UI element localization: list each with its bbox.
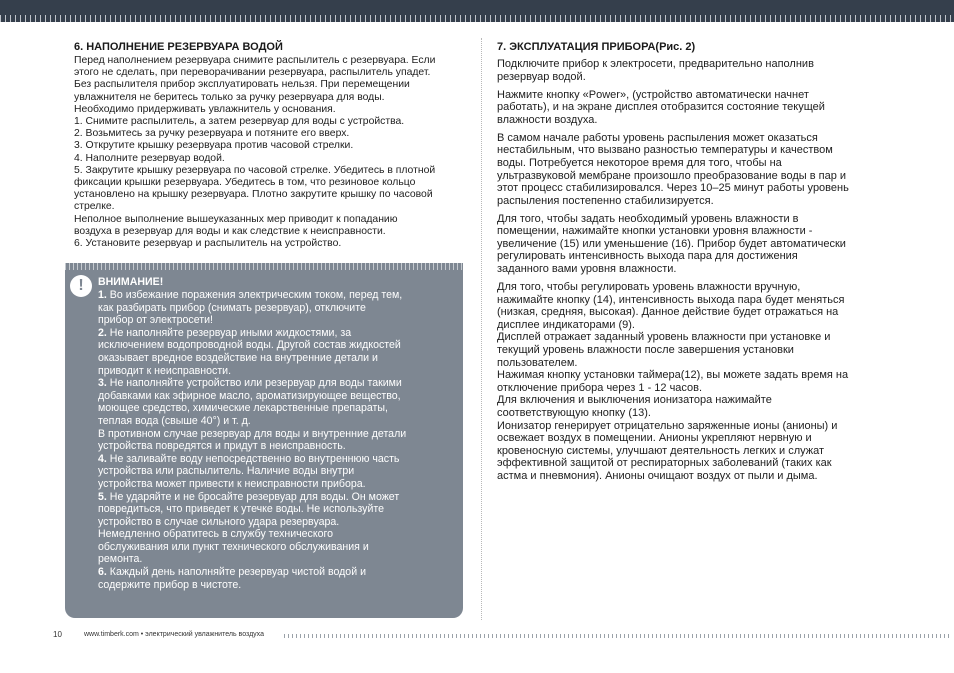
text-line: 4. Наполните резервуар водой. [74, 152, 225, 164]
text-line: резервуар водой. [497, 70, 586, 83]
paragraph [497, 213, 887, 276]
warning-line [98, 402, 458, 415]
paragraph [497, 58, 887, 83]
warning-line [98, 553, 458, 566]
warning-line [98, 579, 458, 592]
text-line: текущий уровень влажности после завершения установки [497, 344, 794, 357]
warning-line [98, 302, 458, 315]
warning-line [98, 327, 458, 340]
text-line: стрелке. [74, 201, 115, 213]
warning-line-text: В противном случае резервуар для воды и внутренние детали [98, 427, 407, 440]
header-tick-pattern [0, 15, 954, 22]
text-line: увлажнителя не беритесь только за ручку резервуара для воды. [74, 91, 385, 103]
warning-line-text: содержите прибор в чистоте. [98, 578, 242, 591]
text-line: Неполное выполнение вышеуказанных мер приводит к попаданию [74, 213, 398, 225]
text-line: Для того, чтобы задать необходимый уровень влажности в [497, 212, 799, 225]
text-line: установлено на крышку резервуара. Плотно закрутите крышку по часовой [74, 189, 433, 201]
warning-line [98, 415, 458, 428]
warning-line [98, 440, 458, 453]
footer-text: www.timberk.com • электрический увлажнитель воздуха [84, 631, 264, 638]
text-line: распыления постепенно стабилизируется. [497, 194, 714, 207]
warning-line-text: прибор от электросети! [98, 314, 213, 327]
warning-line [98, 516, 458, 529]
warning-line-text: обслуживания или пункт технического обслуживания и [98, 540, 369, 553]
text-line: работать), и на экране дисплея отобразится состояние текущей [497, 101, 825, 114]
warning-line-text: ремонта. [98, 553, 143, 566]
text-line: заданного вами уровня влажности. [497, 263, 677, 276]
section-6-body [74, 55, 466, 250]
top-header-bar [0, 0, 954, 22]
warning-item-number: 1. [98, 289, 107, 301]
warning-item-number: 3. [98, 377, 107, 390]
text-line: Для включения и выключения ионизатора нажимайте [497, 394, 772, 407]
warning-line-text: оказывает вредное воздействие на внутренние детали и [98, 351, 378, 364]
warning-item-number: 5. [98, 490, 107, 503]
text-line: этот процесс стабилизировался. Через 10–25 минут работы уровень [497, 182, 849, 195]
section-operation [497, 41, 887, 483]
text-line: 1. Снимите распылитель, а затем резервуар для воды с устройства. [74, 116, 405, 128]
warning-line-text: Не ударяйте и не бросайте резервуар для воды. Он может [106, 490, 400, 503]
text-line: ультразвуковой мембране произошло преобразование воды в пар и [497, 169, 847, 182]
warning-line [98, 365, 458, 378]
text-line: нестабильным, что вызвано разностью температуры и качеством [497, 144, 833, 157]
warning-line [98, 453, 458, 466]
warning-line [98, 478, 458, 491]
warning-line [98, 528, 458, 541]
warning-line [98, 566, 458, 579]
warning-line-text: повредиться, что приведет к утечке воды. Не используйте [98, 503, 384, 516]
text-line: Подключите прибор к электросети, предварительно наполнив [497, 58, 814, 70]
warning-item-number: 4. [98, 452, 107, 465]
text-line: освежает воздух в помещении. Анионы укрепляют нервную и [497, 432, 812, 445]
warning-item-number: 6. [98, 566, 107, 579]
text-line: воды. Потребуется некоторое время для того, чтобы на [497, 156, 782, 169]
warning-line-text: Не заливайте воду непосредственно во внутреннюю часть [106, 452, 400, 465]
text-line: астма и пневмония). Анионы очищают воздух от пыли и дыма. [497, 469, 818, 482]
text-line: Без распылителя прибор эксплуатировать нельзя. При перемещении [74, 79, 410, 91]
warning-line [98, 377, 458, 390]
section-6-heading: 6. НАПОЛНЕНИЕ РЕЗЕРВУАРА ВОДОЙ [74, 41, 283, 53]
warning-line [98, 289, 458, 302]
footer-tick-rule [284, 634, 950, 638]
text-line: Для того, чтобы регулировать уровень влажности вручную, [497, 281, 801, 294]
warning-tick-pattern [65, 263, 463, 270]
warning-line [98, 491, 458, 504]
exclamation-icon: ! [70, 275, 92, 297]
warning-line-text: теплая вода (свыше 40°) и т. д. [98, 414, 251, 427]
warning-item-number: 2. [98, 326, 107, 339]
text-line: нажимайте кнопку (14), интенсивность выхода пара будет меняться [497, 293, 845, 306]
text-line: фиксации крышки резервуара. Убедитесь в том, что резиновое кольцо [74, 177, 416, 189]
paragraph [497, 132, 887, 208]
warning-line-text: Во избежание поражения электрическим током, перед тем, [106, 289, 403, 301]
warning-line [98, 428, 458, 441]
warning-line-text: устройства или распылитель. Наличие воды внутри [98, 465, 355, 478]
text-line: эффективной защитой от респираторных заболеваний (таких как [497, 457, 832, 470]
warning-line-text: Не наполняйте резервуар иными жидкостями, за [106, 326, 352, 339]
text-line: отключение прибора через 1 - 12 часов. [497, 381, 703, 394]
warning-line-text: приводит к неисправности. [98, 364, 232, 377]
column-divider [481, 38, 482, 620]
text-line: 5. Закрутите крышку резервуара по часовой стрелке. Убедитесь в плотной [74, 164, 436, 176]
section-filling-reservoir [74, 41, 466, 250]
warning-line-text: Каждый день наполняйте резервуар чистой водой и [106, 566, 366, 579]
text-line: Перед наполнением резервуара снимите распылитель с резервуара. Если [74, 55, 436, 66]
section-7-paragraphs [497, 58, 887, 276]
text-line: воздуха в резервуар для воды и как следствие к неисправности. [74, 225, 386, 237]
warning-line [98, 541, 458, 554]
warning-line-text: устройства может привести к неисправности прибора. [98, 477, 366, 490]
warning-line-text: Не наполняйте устройство или резервуар для воды такими [106, 377, 402, 390]
text-line: 6. Установите резервуар и распылитель на устройство. [74, 238, 342, 250]
warning-line [98, 352, 458, 365]
text-line: 3. Открутите крышку резервуара против часовой стрелки. [74, 140, 354, 152]
text-line: влажности воздуха. [497, 113, 598, 126]
text-line: 2. Возьмитесь за ручку резервуара и потяните его вверх. [74, 128, 350, 140]
section-7-heading: 7. ЭКСПЛУАТАЦИЯ ПРИБОРА(Рис. 2) [497, 41, 696, 53]
warning-box [65, 263, 463, 618]
paragraph [497, 89, 887, 127]
warning-line-text: исключением водопроводной воды. Другой состав жидкостей [98, 339, 401, 352]
warning-line [98, 339, 458, 352]
text-line: Ионизатор генерирует отрицательно заряженные ионы (анионы) и [497, 419, 838, 432]
warning-line [98, 465, 458, 478]
section-7-details [497, 281, 887, 483]
text-line: увеличение (15) или уменьшение (16). Прибор будет автоматически [497, 237, 846, 250]
text-line: помещении, нажимайте кнопки установки уровня влажности - [497, 225, 813, 238]
warning-line [98, 314, 458, 327]
warning-line-text: устройство в случае сильного удара резервуара. [98, 515, 340, 528]
text-line: кровеносную системы, улучшают деятельность легких и служат [497, 444, 825, 457]
text-line: В самом начале работы уровень распыления может оказаться [497, 131, 818, 144]
text-line: дисплее индикаторами (9). [497, 318, 635, 331]
warning-line [98, 390, 458, 403]
warning-line [98, 503, 458, 516]
text-line: (низкая, средняя, высокая). Данное действие будет отражаться на [497, 306, 839, 319]
text-line: Нажимая кнопку установки таймера(12), вы можете задать время на [497, 369, 849, 382]
text-line: соответствующую кнопку (13). [497, 407, 651, 419]
warning-line-text: как разбирать прибор (снимать резервуар), отключите [98, 301, 366, 314]
warning-line-text: Немедленно обратитесь в службу технического [98, 528, 334, 541]
warning-line-text: добавками как эфирное масло, ароматизирующее вещество, [98, 389, 401, 402]
text-line: Необходимо придерживать увлажнитель у основания. [74, 103, 336, 115]
text-line: этого не сделать, при переворачивании резервуара, распылитель упадет. [74, 67, 431, 79]
text-line: Дисплей отражает заданный уровень влажности при установке и [497, 331, 831, 344]
text-line: пользователем. [497, 356, 578, 369]
warning-title: ВНИМАНИЕ! [98, 276, 164, 288]
text-line: регулировать интенсивность выхода пара для достижения [497, 250, 798, 263]
warning-line-text: моющее средство, химические лекарственные препараты, [98, 402, 388, 415]
warning-content [98, 276, 458, 591]
warning-line-text: устройства повредятся и придут в неисправность. [98, 440, 346, 453]
page-number: 10 [53, 630, 62, 639]
text-line: Нажмите кнопку «Power», (устройство автоматически начнет [497, 88, 809, 101]
warning-body [98, 289, 458, 591]
